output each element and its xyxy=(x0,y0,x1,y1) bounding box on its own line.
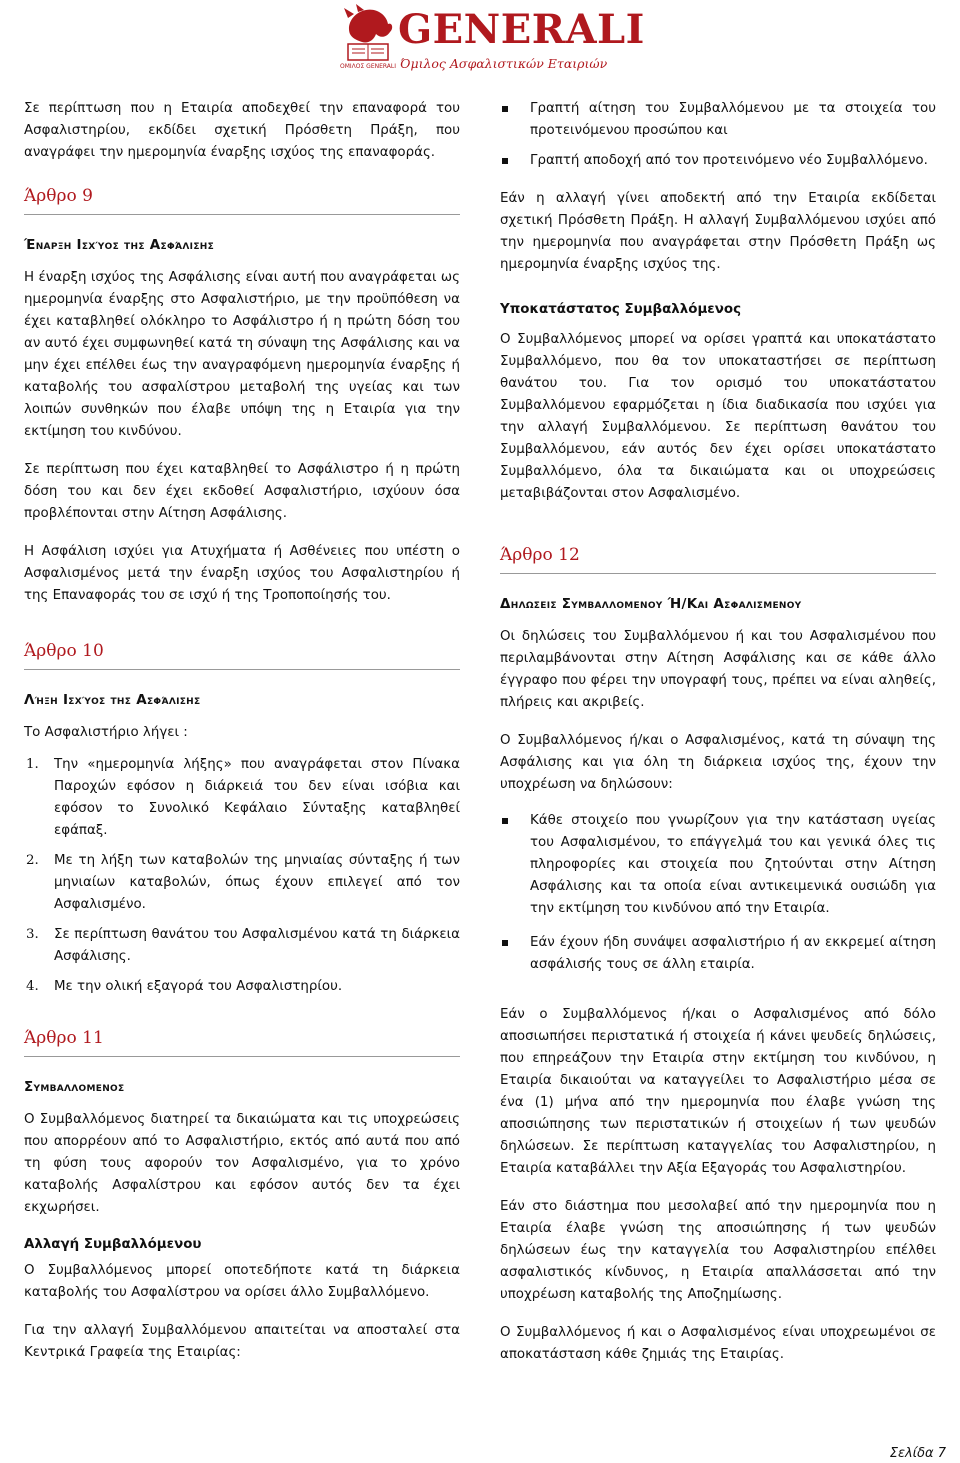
brand-name: GENERALI xyxy=(398,6,645,53)
article-11-title: Άρθρο 11 xyxy=(24,1028,460,1057)
article-12-title: Άρθρο 12 xyxy=(500,545,936,574)
article-9-paragraph-3: Η Ασφάλιση ισχύει για Ατυχήματα ή Ασθένειες που υπέστη ο Ασφαλισμένος μετά την έναρξη ισχύος του Ασφαλιστηρίου ή της Επαναφοράς του σε ισχύ ή της Τροποποίησής του. xyxy=(24,544,460,603)
substitute-policyholder-title: Υποκατάστατος Συμβαλλόμενος xyxy=(500,302,742,317)
article-12-paragraph-1: Οι δηλώσεις του Συμβαλλόμενου ή και του Ασφαλισμένου που περιλαμβάνονται στην Αίτηση Ασφάλισης και σε κάθε άλλο έγγραφο που φέρει την υπογραφή τους, πρέπει να είναι αληθείς, πλήρεις και ακριβείς. xyxy=(500,629,936,710)
article-10-subtitle: Λήξη Ισχύος της Ασφάλισης xyxy=(24,692,201,708)
substitute-paragraph: Ο Συμβαλλόμενος μπορεί να ορίσει γραπτά και υποκατάστατο Συμβαλλόμενο, που θα τον υποκαταστήσει σε περίπτωση θανάτου του. Για τον ορισμό του υποκατάστατου Συμβαλλόμενου εφαρμόζεται η ίδια διαδικασία που ισχύει για την αλλαγή Συμβαλλόμενου. Σε περίπτωση θανάτου του Συμβαλλόμενου, εάν αυτός δεν έχει ορίσει υποκατάστατο Συμβαλλόμενο, όλα τα δικαιώματα και οι υποχρεώσεις μεταβιβάζονται στον Ασφαλισμένο. xyxy=(500,332,936,501)
article-12-paragraph-4: Εάν στο διάστημα που μεσολαβεί από την ημερομηνία που η Εταιρία έλαβε γνώση της αποσιώπησης ή των ψευδών δηλώσεων έως την καταγγελία του Ασφαλιστηρίου επέλθει ασφαλιστικός κίνδυνος, η Εταιρία απαλλάσσεται από την υποχρέωση καταβολής της Αποζημίωσης. xyxy=(500,1199,936,1302)
article-10-title: Άρθρο 10 xyxy=(24,641,460,670)
article-12-subtitle: Δηλωσεις Συμβαλλομενου Ή/Και Ασφαλισμενου xyxy=(500,596,802,612)
article-10-intro: Το Ασφαλιστήριο λήγει : xyxy=(24,725,188,740)
list-item: Εάν έχουν ήδη συνάψει ασφαλιστήριο ή αν εκκρεμεί αίτηση ασφάλισής τους σε άλλη εταιρία. xyxy=(500,932,936,976)
change-paragraph-2: Για την αλλαγή Συμβαλλόμενου απαιτείται να αποσταλεί στα Κεντρικά Γραφεία της Εταιρίας: xyxy=(24,1323,460,1360)
article-10-list xyxy=(24,754,460,998)
article-9-paragraph-1: Η έναρξη ισχύος της Ασφάλισης είναι αυτή που αναγράφεται ως ημερομηνία έναρξης στο Ασφαλιστήριο, με την προϋπόθεση να έχει καταβληθεί ολόκληρο το Ασφάλιστρο ή η πρώτη δόση του αν αυτό έχει συμφωνηθεί κατά τη σύναψη της Ασφάλισης και να μην έχει επέλθει έως την αναγραφόμενη ημερομηνία έναρξης ή καταβολής του ασφαλίστρου μεταβολή της υγείας και των λοιπών συνθηκών που έλαβε υπόψη της η Εταιρία για την εκτίμηση του κινδύνου. xyxy=(24,270,460,439)
article-9-title: Άρθρο 9 xyxy=(24,186,460,215)
article-12-paragraph-5: Ο Συμβαλλόμενος ή και ο Ασφαλισμένος είναι υποχρεωμένοι σε αποκατάσταση κάθε ζημιάς της Εταιρίας. xyxy=(500,1325,936,1362)
list-item: 3. Σε περίπτωση θανάτου του Ασφαλισμένου κατά τη διάρκεια Ασφάλισης. xyxy=(26,927,460,964)
left-column xyxy=(24,98,460,1364)
emblem-caption: ΟΜΙΛΟΣ GENERALI xyxy=(340,63,396,70)
list-item: 4. Με την ολική εξαγορά του Ασφαλιστηρίου. xyxy=(26,979,343,994)
article-9-paragraph-2: Σε περίπτωση που έχει καταβληθεί το Ασφάλιστρο ή η πρώτη δόση του και δεν έχει εκδοθεί Ασφαλιστήριο, ισχύουν όσα προβλέπονται στην Αίτηση Ασφάλισης. xyxy=(24,462,460,521)
article-9-subtitle: Έναρξη Ισχύος της Ασφάλισης xyxy=(24,237,215,253)
page-number: Σελίδα 7 xyxy=(889,1446,946,1461)
change-accepted-paragraph: Εάν η αλλαγή γίνει αποδεκτή από την Εταιρία εκδίδεται σχετική Πρόσθετη Πράξη. Η αλλαγή Συμβαλλόμενου ισχύει από την ημερομηνία που αναγράφεται στην Πρόσθετη Πράξη ως ημερομηνία έναρξης ισχύος της. xyxy=(500,191,936,272)
bullet-list-2 xyxy=(500,810,936,976)
article-11-subtitle: Συμβαλλομενος xyxy=(24,1079,125,1095)
article-11-paragraph-1: Ο Συμβαλλόμενος διατηρεί τα δικαιώματα και τις υποχρεώσεις που απορρέουν από το Ασφαλιστήριο, εκτός από αυτά που από τη φύση τους αφορούν τον Ασφαλισμένο, για το χρόνο καταβολής Ασφαλίστρου και εφόσον αυτός δεν τα έχει εκχωρήσει. xyxy=(24,1112,460,1215)
list-item: 1. Την «ημερομηνία λήξης» που αναγράφεται στον Πίνακα Παροχών εφόσον η διάρκειά του δεν είναι ισόβια και εφόσον το Συνολικό Κεφάλαιο Σύνταξης καταβληθεί εφάπαξ. xyxy=(26,757,460,838)
list-item: Κάθε στοιχείο που γνωρίζουν για την κατάσταση υγείας του Ασφαλισμένου, το επάγγελμά του και γενικά όλες τις πληροφορίες και στοιχεία που ζητούνται στην Αίτηση Ασφάλισης και τα οποία είναι αντικειμενικά ουσιώδη για την εκτίμηση του κινδύνου από την Εταιρία. xyxy=(500,810,936,920)
list-item: Γραπτή αποδοχή από τον προτεινόμενο νέο Συμβαλλόμενο. xyxy=(500,150,936,172)
article-12-paragraph-2: Ο Συμβαλλόμενος ή/και ο Ασφαλισμένος, κατά τη σύναψη της Ασφάλισης και για όλη τη διάρκεια ισχύος της, έχουν την υποχρέωση να δηλώσουν: xyxy=(500,733,936,792)
brand-tagline: Όμιλος Ασφαλιστικών Εταιριών xyxy=(400,56,608,71)
list-item: Γραπτή αίτηση του Συμβαλλόμενου με τα στοιχεία του προτεινόμενου προσώπου και xyxy=(500,98,936,142)
change-policyholder-title: Αλλαγή Συμβαλλόμενου xyxy=(24,1237,202,1252)
intro-paragraph: Σε περίπτωση που η Εταιρία αποδεχθεί την επαναφορά του Ασφαλιστηρίου, εκδίδει σχετική Πρόσθετη Πράξη, που αναγράφει την ημερομηνία έναρξης ισχύος της επαναφοράς. xyxy=(24,101,460,160)
change-paragraph-1: Ο Συμβαλλόμενος μπορεί οποτεδήποτε κατά τη διάρκεια καταβολής του Ασφαλίστρου να ορίσει άλλο Συμβαλλόμενο. xyxy=(24,1263,460,1300)
bullet-list-1 xyxy=(500,98,936,172)
generali-logo xyxy=(340,4,645,82)
right-column xyxy=(500,98,936,1366)
article-12-paragraph-3: Εάν ο Συμβαλλόμενος ή/και ο Ασφαλισμένος από δόλο αποσιωπήσει περιστατικά ή στοιχεία ή κάνει ψευδείς δηλώσεις, που επηρεάζουν την Εταιρία στην εκτίμηση του κινδύνου, η Εταιρία δικαιούται να καταγγείλει το Ασφαλιστήριο μέσα σε ένα (1) μήνα από την ημερομηνία που έλαβε γνώση της αποσιώπησης των περιστατικών ή στοιχείων ή των ψευδών δηλώσεων. Σε περίπτωση καταγγελίας του Ασφαλιστηρίου, η Εταιρία καταβάλλει την Αξία Εξαγοράς του Ασφαλιστηρίου. xyxy=(500,1007,936,1176)
list-item: 2. Με τη λήξη των καταβολών της μηνιαίας σύνταξης ή των μηνιαίων καταβολών, όπως έχουν επιλεγεί από τον Ασφαλισμένο. xyxy=(26,853,460,912)
lion-emblem-icon xyxy=(340,4,396,78)
